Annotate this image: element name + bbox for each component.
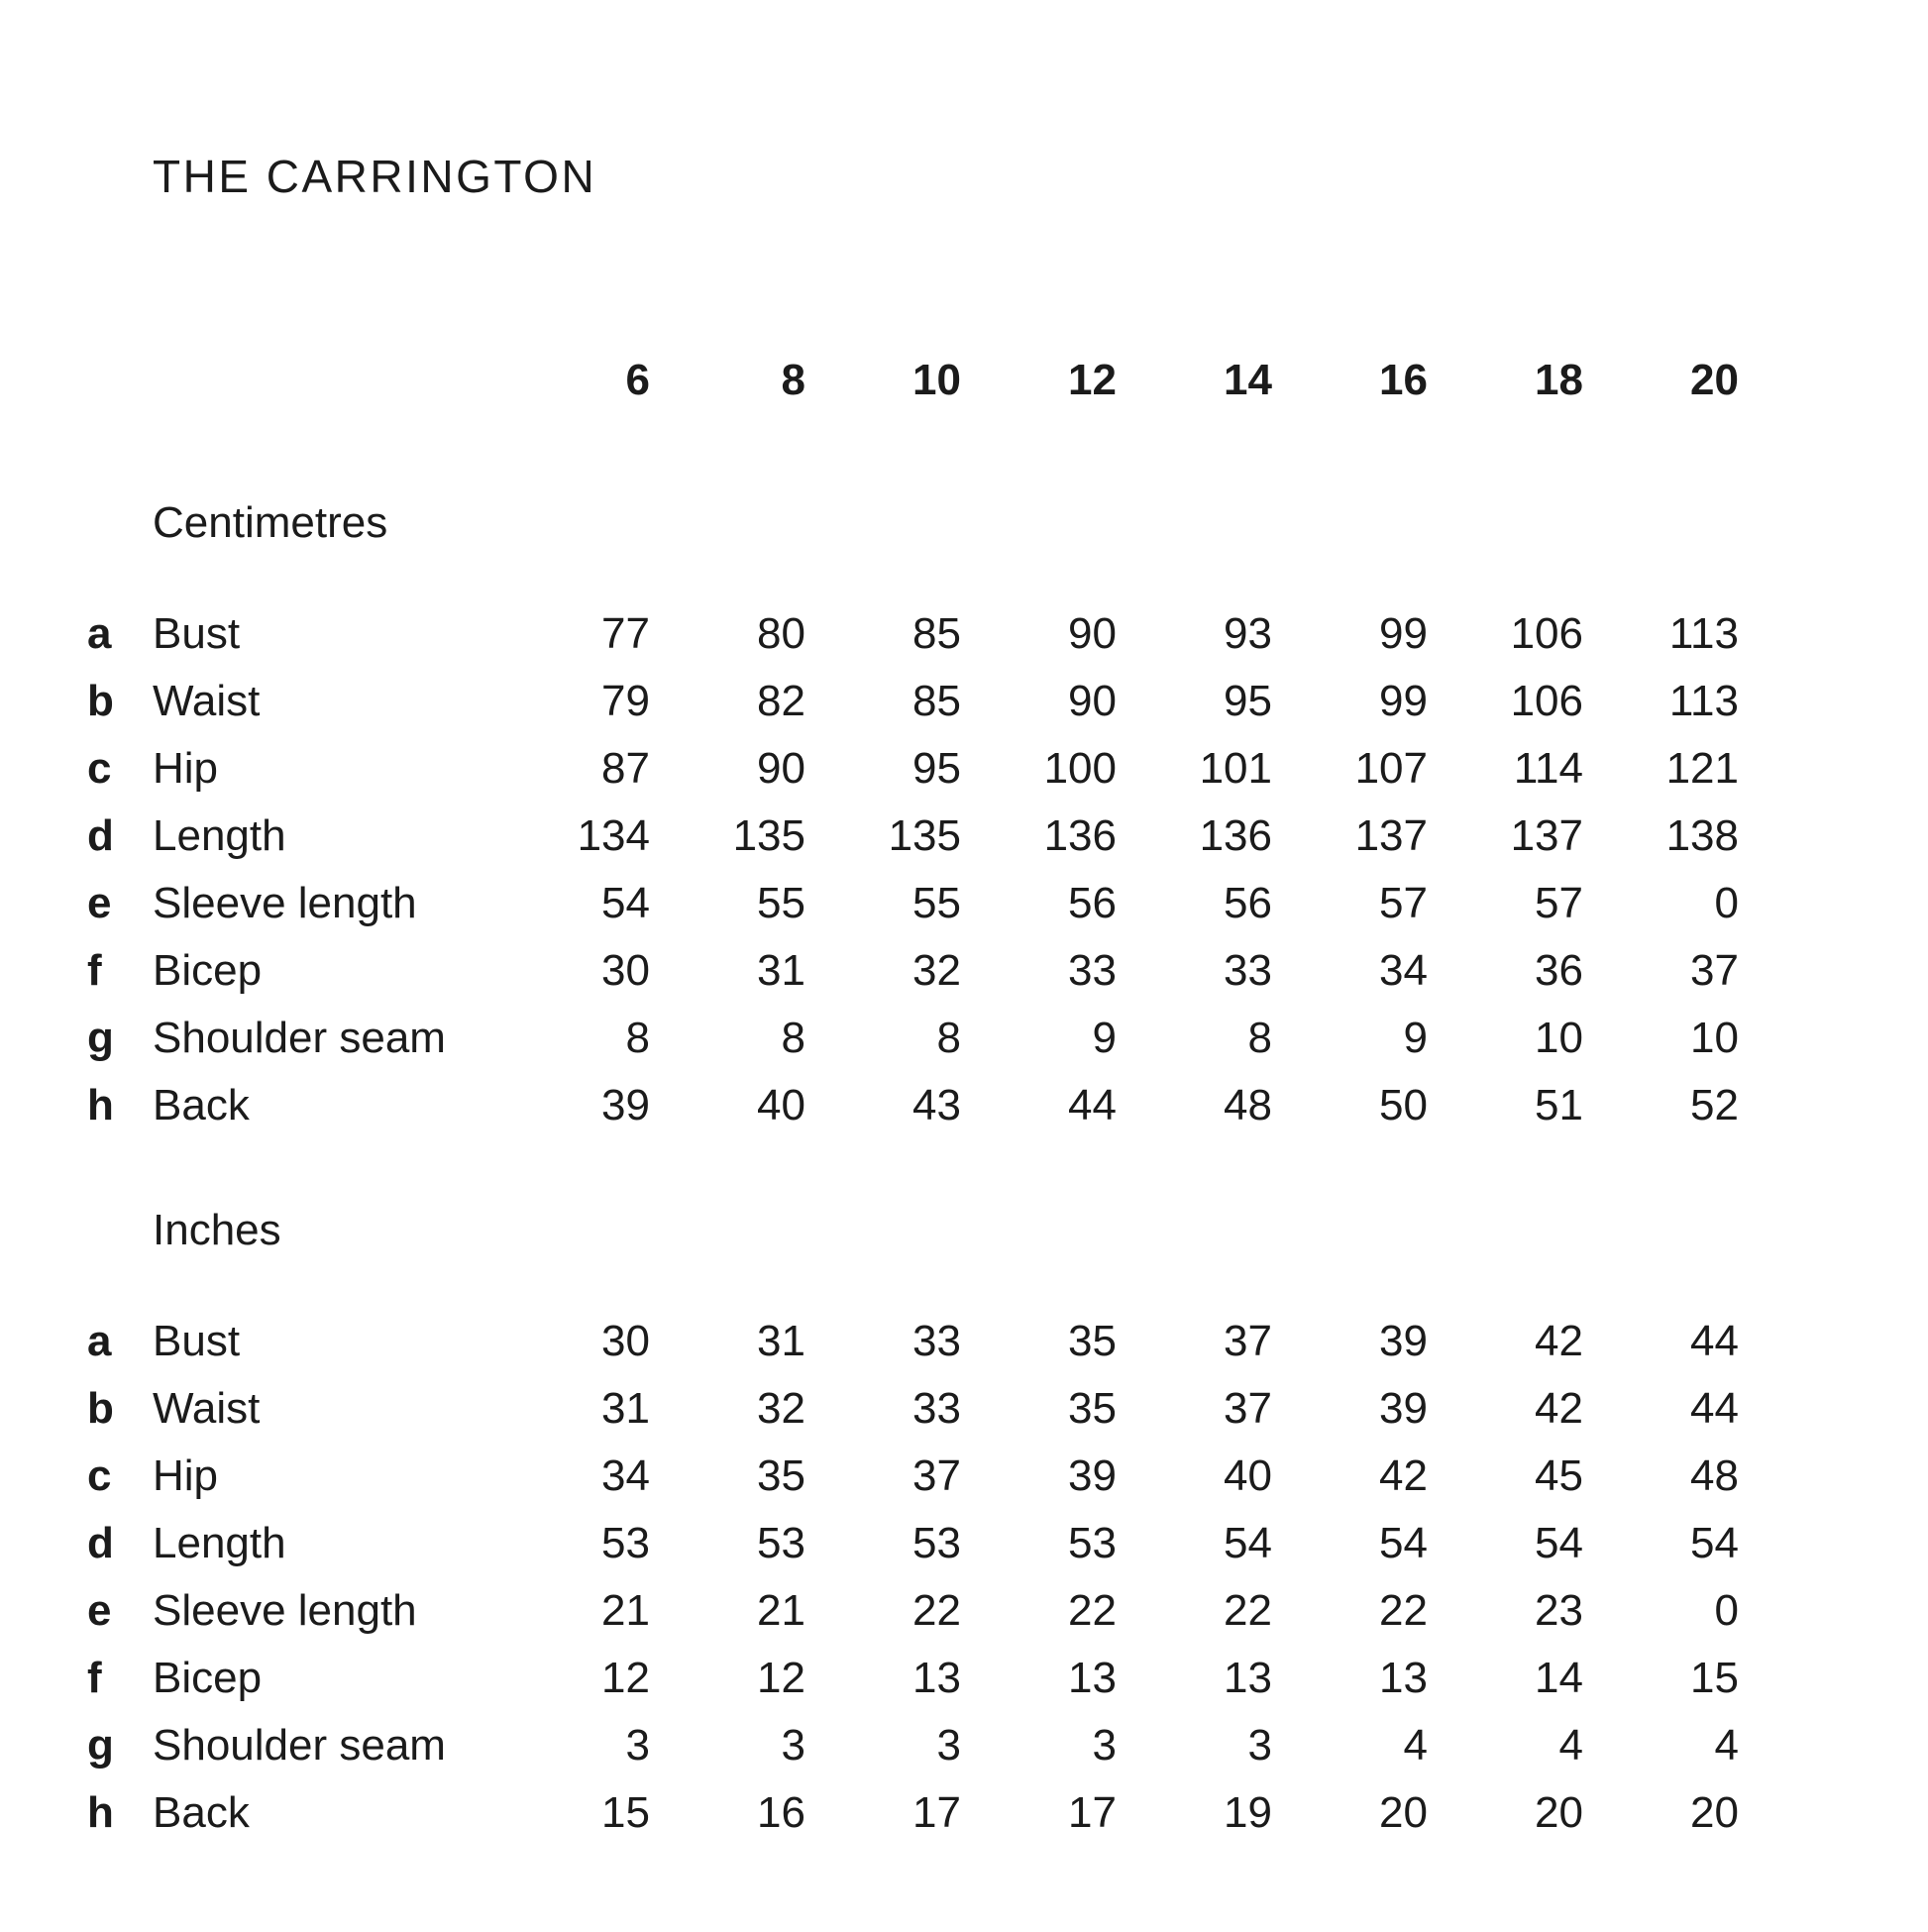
size-column-header: 6 <box>625 356 650 404</box>
measurement-value: 22 <box>1379 1586 1428 1635</box>
measurement-value: 42 <box>1535 1384 1583 1433</box>
measurement-row <box>87 1005 1928 1072</box>
measurement-value: 15 <box>601 1788 650 1837</box>
row-letter: d <box>87 811 114 860</box>
row-letter: e <box>87 1586 112 1635</box>
measurement-value: 23 <box>1535 1586 1583 1635</box>
measurement-row <box>87 870 1928 937</box>
measurement-value: 12 <box>757 1654 805 1702</box>
measurement-value: 57 <box>1379 879 1428 927</box>
measurement-value: 39 <box>601 1081 650 1129</box>
measurement-value: 20 <box>1379 1788 1428 1837</box>
measurement-value: 8 <box>1247 1014 1272 1062</box>
page-title: THE CARRINGTON <box>153 151 597 202</box>
row-label: Bust <box>153 1317 241 1365</box>
row-label: Back <box>153 1081 250 1129</box>
measurement-value: 4 <box>1714 1721 1739 1770</box>
measurement-row <box>87 1510 1928 1577</box>
measurement-value: 33 <box>1068 946 1117 995</box>
measurement-value: 43 <box>912 1081 961 1129</box>
measurement-value: 31 <box>757 946 805 995</box>
measurement-value: 44 <box>1690 1317 1739 1365</box>
measurement-value: 33 <box>912 1317 961 1365</box>
measurement-value: 8 <box>625 1014 650 1062</box>
measurement-value: 55 <box>757 879 805 927</box>
row-label: Length <box>153 811 286 860</box>
row-label: Bust <box>153 609 241 658</box>
measurement-value: 80 <box>757 609 805 658</box>
row-label: Hip <box>153 744 219 793</box>
measurement-value: 101 <box>1199 744 1272 793</box>
measurement-row <box>87 600 1928 668</box>
measurement-value: 15 <box>1690 1654 1739 1702</box>
row-letter: a <box>87 1317 112 1365</box>
measurement-value: 22 <box>912 1586 961 1635</box>
measurement-value: 50 <box>1379 1081 1428 1129</box>
measurement-value: 82 <box>757 677 805 725</box>
measurement-value: 48 <box>1690 1451 1739 1500</box>
row-letter: g <box>87 1014 114 1062</box>
measurement-value: 21 <box>757 1586 805 1635</box>
measurement-value: 135 <box>732 811 805 860</box>
measurement-value: 0 <box>1714 879 1739 927</box>
row-letter: f <box>87 1654 102 1702</box>
measurement-value: 19 <box>1224 1788 1272 1837</box>
measurement-value: 137 <box>1354 811 1428 860</box>
measurement-value: 95 <box>1224 677 1272 725</box>
measurement-value: 135 <box>888 811 961 860</box>
measurement-value: 56 <box>1068 879 1117 927</box>
section-centimetres <box>87 498 1928 1139</box>
measurement-value: 34 <box>1379 946 1428 995</box>
measurement-value: 45 <box>1535 1451 1583 1500</box>
measurement-row <box>87 735 1928 803</box>
measurement-value: 35 <box>757 1451 805 1500</box>
measurement-value: 31 <box>757 1317 805 1365</box>
measurement-value: 37 <box>1224 1384 1272 1433</box>
measurement-value: 79 <box>601 677 650 725</box>
measurement-value: 36 <box>1535 946 1583 995</box>
measurement-row <box>87 1712 1928 1779</box>
measurement-value: 90 <box>1068 609 1117 658</box>
size-column-header: 18 <box>1535 356 1583 404</box>
measurement-row <box>87 803 1928 870</box>
measurement-row <box>87 1308 1928 1375</box>
measurement-value: 113 <box>1668 677 1739 725</box>
row-letter: c <box>87 1451 112 1500</box>
size-column-header: 10 <box>912 356 961 404</box>
measurement-value: 3 <box>936 1721 961 1770</box>
size-header-row <box>87 356 1928 404</box>
measurement-value: 54 <box>1379 1519 1428 1567</box>
measurement-value: 48 <box>1224 1081 1272 1129</box>
measurement-value: 3 <box>625 1721 650 1770</box>
measurement-value: 35 <box>1068 1384 1117 1433</box>
measurement-value: 13 <box>1379 1654 1428 1702</box>
measurement-value: 57 <box>1535 879 1583 927</box>
measurement-row <box>87 1443 1928 1510</box>
measurement-value: 3 <box>781 1721 805 1770</box>
measurement-value: 22 <box>1068 1586 1117 1635</box>
measurement-value: 53 <box>1068 1519 1117 1567</box>
measurement-value: 77 <box>601 609 650 658</box>
measurement-value: 39 <box>1068 1451 1117 1500</box>
row-label: Bicep <box>153 946 263 995</box>
measurement-value: 136 <box>1043 811 1117 860</box>
measurement-value: 85 <box>912 677 961 725</box>
row-letter: h <box>87 1788 114 1837</box>
measurement-value: 40 <box>1224 1451 1272 1500</box>
row-label: Sleeve length <box>153 1586 417 1635</box>
row-letter: h <box>87 1081 114 1129</box>
size-column-header: 20 <box>1690 356 1739 404</box>
measurement-value: 54 <box>1224 1519 1272 1567</box>
measurement-value: 4 <box>1403 1721 1428 1770</box>
measurement-row <box>87 1072 1928 1139</box>
row-label: Waist <box>153 677 261 725</box>
row-label: Shoulder seam <box>153 1721 446 1770</box>
measurement-value: 9 <box>1092 1014 1117 1062</box>
row-letter: d <box>87 1519 114 1567</box>
measurement-value: 54 <box>601 879 650 927</box>
measurement-row <box>87 1779 1928 1847</box>
measurement-value: 42 <box>1379 1451 1428 1500</box>
measurement-value: 12 <box>601 1654 650 1702</box>
measurement-value: 35 <box>1068 1317 1117 1365</box>
measurement-value: 54 <box>1535 1519 1583 1567</box>
measurement-value: 13 <box>1224 1654 1272 1702</box>
measurement-value: 0 <box>1714 1586 1739 1635</box>
measurement-value: 10 <box>1690 1014 1739 1062</box>
inches-rows <box>87 1308 1928 1847</box>
measurement-value: 14 <box>1535 1654 1583 1702</box>
measurement-value: 138 <box>1665 811 1739 860</box>
measurement-value: 10 <box>1535 1014 1583 1062</box>
measurement-value: 99 <box>1379 677 1428 725</box>
measurement-value: 87 <box>601 744 650 793</box>
section-inches <box>87 1206 1928 1847</box>
measurement-value: 20 <box>1535 1788 1583 1837</box>
measurement-value: 42 <box>1535 1317 1583 1365</box>
measurement-value: 106 <box>1510 609 1583 658</box>
row-label: Shoulder seam <box>153 1014 446 1062</box>
row-label: Bicep <box>153 1654 263 1702</box>
row-letter: e <box>87 879 112 927</box>
measurement-value: 53 <box>757 1519 805 1567</box>
measurement-value: 90 <box>757 744 805 793</box>
size-column-header: 8 <box>781 356 805 404</box>
row-label: Waist <box>153 1384 261 1433</box>
row-letter: b <box>87 1384 114 1433</box>
measurement-row <box>87 668 1928 735</box>
row-label: Sleeve length <box>153 879 417 927</box>
measurement-value: 16 <box>757 1788 805 1837</box>
measurement-value: 51 <box>1535 1081 1583 1129</box>
measurement-value: 134 <box>577 811 650 860</box>
measurement-row <box>87 1645 1928 1712</box>
measurement-value: 13 <box>1068 1654 1117 1702</box>
row-label: Back <box>153 1788 250 1837</box>
row-label: Length <box>153 1519 286 1567</box>
measurement-value: 32 <box>757 1384 805 1433</box>
measurement-value: 55 <box>912 879 961 927</box>
measurement-value: 13 <box>912 1654 961 1702</box>
measurement-value: 3 <box>1092 1721 1117 1770</box>
measurement-value: 21 <box>601 1586 650 1635</box>
measurement-value: 17 <box>912 1788 961 1837</box>
centimetres-rows <box>87 600 1928 1139</box>
measurement-value: 17 <box>1068 1788 1117 1837</box>
measurement-value: 3 <box>1247 1721 1272 1770</box>
measurement-value: 137 <box>1510 811 1583 860</box>
size-column-header: 16 <box>1379 356 1428 404</box>
size-chart-table <box>87 356 1928 1847</box>
measurement-value: 52 <box>1690 1081 1739 1129</box>
row-letter: g <box>87 1721 114 1770</box>
measurement-value: 113 <box>1668 609 1739 658</box>
measurement-value: 100 <box>1043 744 1117 793</box>
measurement-value: 53 <box>912 1519 961 1567</box>
measurement-value: 37 <box>912 1451 961 1500</box>
section-label-inches: Inches <box>153 1206 281 1254</box>
measurement-value: 33 <box>912 1384 961 1433</box>
measurement-value: 44 <box>1068 1081 1117 1129</box>
measurement-value: 20 <box>1690 1788 1739 1837</box>
measurement-value: 9 <box>1403 1014 1428 1062</box>
measurement-value: 8 <box>781 1014 805 1062</box>
row-letter: b <box>87 677 114 725</box>
measurement-value: 31 <box>601 1384 650 1433</box>
measurement-value: 99 <box>1379 609 1428 658</box>
measurement-value: 114 <box>1513 744 1583 793</box>
section-label-centimetres: Centimetres <box>153 498 388 547</box>
measurement-value: 136 <box>1199 811 1272 860</box>
measurement-value: 39 <box>1379 1317 1428 1365</box>
measurement-value: 4 <box>1558 1721 1583 1770</box>
size-column-header: 12 <box>1068 356 1117 404</box>
measurement-value: 107 <box>1354 744 1428 793</box>
measurement-value: 33 <box>1224 946 1272 995</box>
measurement-value: 44 <box>1690 1384 1739 1433</box>
measurement-row <box>87 1375 1928 1443</box>
measurement-value: 32 <box>912 946 961 995</box>
measurement-value: 95 <box>912 744 961 793</box>
measurement-row <box>87 937 1928 1005</box>
measurement-value: 30 <box>601 1317 650 1365</box>
measurement-value: 85 <box>912 609 961 658</box>
measurement-value: 93 <box>1224 609 1272 658</box>
measurement-value: 34 <box>601 1451 650 1500</box>
measurement-value: 22 <box>1224 1586 1272 1635</box>
measurement-value: 37 <box>1224 1317 1272 1365</box>
measurement-value: 90 <box>1068 677 1117 725</box>
measurement-value: 53 <box>601 1519 650 1567</box>
row-letter: a <box>87 609 112 658</box>
row-letter: f <box>87 946 102 995</box>
measurement-value: 56 <box>1224 879 1272 927</box>
measurement-value: 121 <box>1665 744 1739 793</box>
measurement-value: 54 <box>1690 1519 1739 1567</box>
row-letter: c <box>87 744 112 793</box>
measurement-value: 37 <box>1690 946 1739 995</box>
measurement-value: 8 <box>936 1014 961 1062</box>
row-label: Hip <box>153 1451 219 1500</box>
size-column-header: 14 <box>1224 356 1272 404</box>
measurement-value: 30 <box>601 946 650 995</box>
measurement-value: 106 <box>1510 677 1583 725</box>
measurement-value: 40 <box>757 1081 805 1129</box>
measurement-value: 39 <box>1379 1384 1428 1433</box>
measurement-row <box>87 1577 1928 1645</box>
